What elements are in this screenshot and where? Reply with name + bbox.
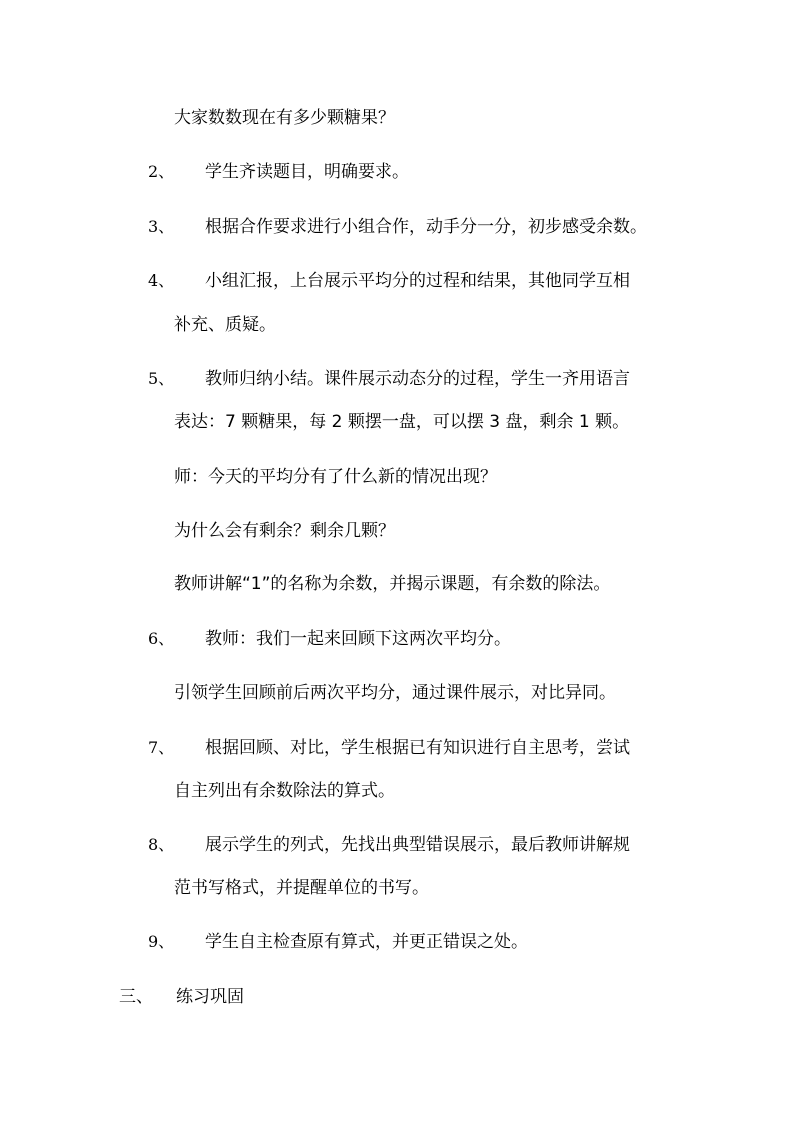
text-line: 教师讲解“1”的名称为余数，并揭示课题，有余数的除法。 bbox=[174, 574, 611, 594]
text-line: 为什么会有剩余？剩余几颗？ bbox=[174, 521, 395, 541]
text-line: 表达：7 颗糖果，每 2 颗摆一盘，可以摆 3 盘，剩余 1 颗。 bbox=[174, 412, 630, 432]
list-number: 6、 bbox=[148, 629, 175, 648]
text-line: 师：今天的平均分有了什么新的情况出现？ bbox=[174, 467, 497, 487]
list-item-text: 小组汇报，上台展示平均分的过程和结果，其他同学互相 bbox=[205, 271, 630, 291]
text-line: 自主列出有余数除法的算式。 bbox=[174, 781, 395, 801]
list-number: 3、 bbox=[148, 217, 175, 236]
list-number: 7、 bbox=[148, 738, 175, 757]
list-number: 4、 bbox=[148, 271, 175, 290]
list-item-text: 根据合作要求进行小组合作，动手分一分，初步感受余数。 bbox=[205, 217, 647, 237]
text-line: 引领学生回顾前后两次平均分，通过课件展示，对比异同。 bbox=[174, 683, 616, 703]
list-item-text: 教师：我们一起来回顾下这两次平均分。 bbox=[205, 629, 511, 649]
list-number: 8、 bbox=[148, 835, 175, 854]
section-heading: 练习巩固 bbox=[176, 987, 244, 1007]
list-number: 2、 bbox=[148, 162, 175, 181]
list-item-text: 根据回顾、对比，学生根据已有知识进行自主思考，尝试 bbox=[205, 738, 630, 758]
text-line: 范书写格式，并提醒单位的书写。 bbox=[174, 878, 429, 898]
list-item-text: 学生齐读题目，明确要求。 bbox=[205, 162, 409, 182]
list-item-text: 展示学生的列式，先找出典型错误展示，最后教师讲解规 bbox=[205, 835, 630, 855]
list-number: 9、 bbox=[148, 932, 175, 951]
section-number: 三、 bbox=[119, 987, 153, 1007]
list-number: 5、 bbox=[148, 369, 175, 388]
text-line: 补充、质疑。 bbox=[174, 315, 276, 335]
list-item-text: 学生自主检查原有算式，并更正错误之处。 bbox=[205, 932, 528, 952]
text-line: 大家数数现在有多少颗糖果？ bbox=[174, 108, 395, 128]
list-item-text: 教师归纳小结。课件展示动态分的过程，学生一齐用语言 bbox=[205, 369, 630, 389]
